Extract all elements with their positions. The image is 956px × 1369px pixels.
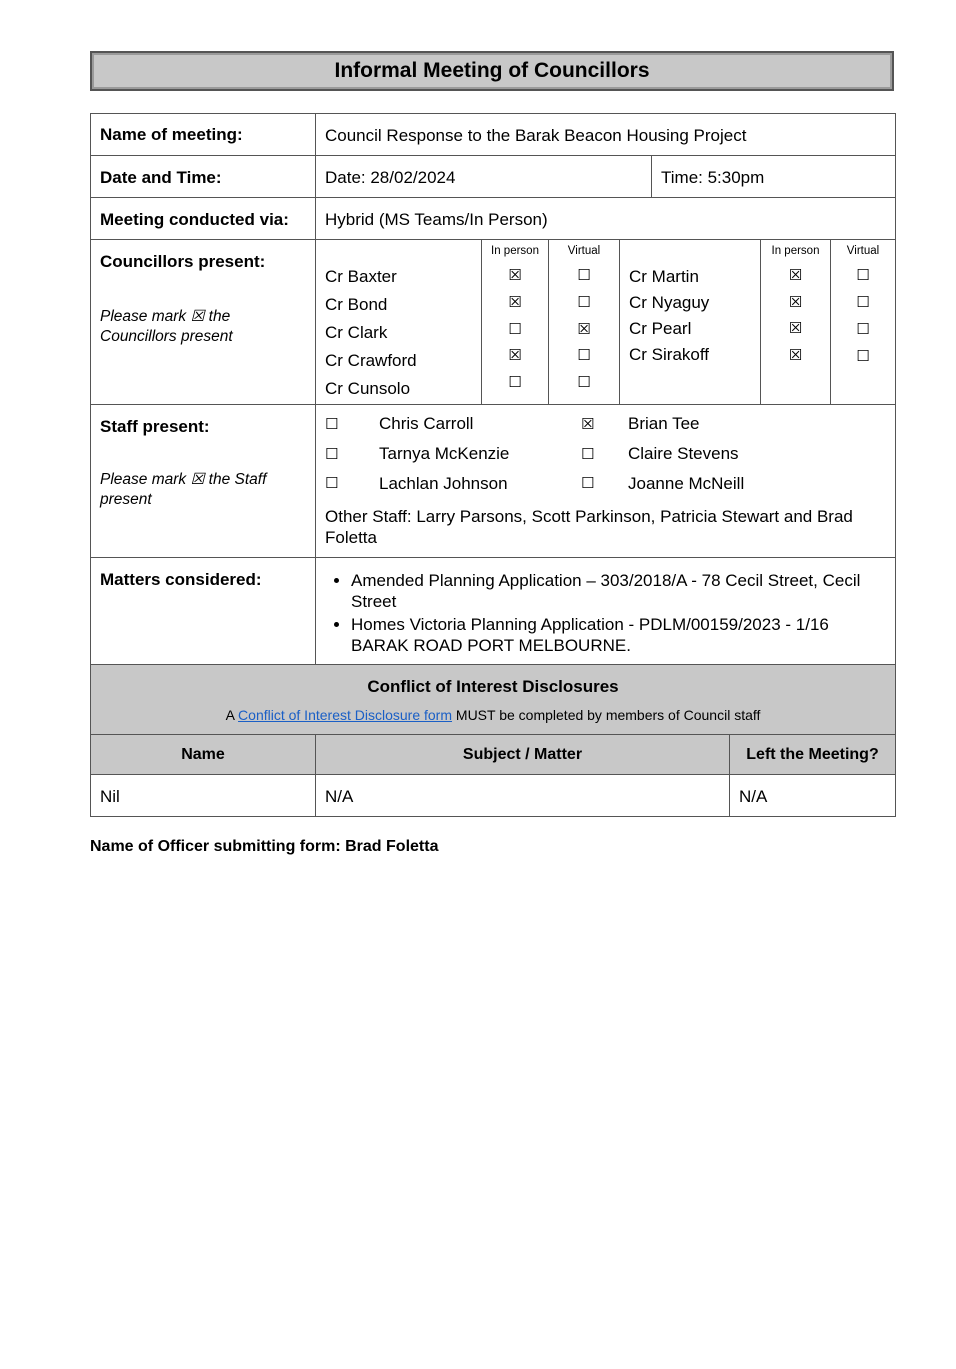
staff-present-note: Please mark ☒ the Staff present bbox=[100, 471, 267, 508]
virtual-checkbox[interactable]: ☐ bbox=[856, 293, 870, 311]
virtual-header-left: Virtual bbox=[567, 245, 601, 257]
conflict-note bbox=[91, 707, 895, 723]
staff-checkbox[interactable]: ☐ bbox=[325, 415, 339, 433]
conflict-row-subject: N/A bbox=[325, 787, 354, 806]
councillors-present-note: Please mark ☒ the Councillors present bbox=[100, 308, 233, 345]
in-person-checkbox[interactable]: ☒ bbox=[788, 266, 803, 284]
councillor-name: Cr Bond bbox=[325, 295, 388, 314]
councillor-name: Cr Cunsolo bbox=[325, 379, 411, 398]
matters-list bbox=[325, 570, 887, 658]
in-person-checkbox[interactable]: ☒ bbox=[508, 346, 522, 364]
in-person-checkbox[interactable]: ☐ bbox=[508, 320, 522, 338]
conflict-heading-bg bbox=[91, 665, 895, 735]
time-value: Time: 5:30pm bbox=[661, 168, 765, 187]
staff-name: Joanne McNeill bbox=[628, 474, 745, 493]
meeting-name-label: Name of meeting: bbox=[100, 125, 243, 144]
col-header-left-meeting: Left the Meeting? bbox=[746, 746, 879, 763]
officer-submitting: Name of Officer submitting form: Brad Foletta bbox=[90, 838, 439, 855]
virtual-checkbox[interactable]: ☐ bbox=[577, 373, 591, 391]
conflict-row-name: Nil bbox=[100, 787, 120, 806]
councillors-present-label: Councillors present: bbox=[100, 252, 266, 271]
in-person-checkbox[interactable]: ☒ bbox=[788, 319, 803, 337]
in-person-checkbox[interactable]: ☒ bbox=[508, 266, 522, 284]
matter-item: • Homes Victoria Planning Application - PDLM/00159/2023 - 1/16 BARAK ROAD PORT MELBOURNE. bbox=[351, 614, 887, 656]
conflict-note-suffix: MUST be completed by members of Council staff bbox=[455, 707, 761, 723]
staff-name: Claire Stevens bbox=[628, 444, 739, 463]
date-value: Date: 28/02/2024 bbox=[325, 168, 456, 187]
page-title: Informal Meeting of Councillors bbox=[90, 51, 894, 91]
virtual-checkbox[interactable]: ☐ bbox=[856, 320, 870, 338]
in-person-header-left: In person bbox=[491, 245, 539, 257]
staff-checkbox[interactable]: ☐ bbox=[581, 445, 595, 463]
virtual-checkbox[interactable]: ☐ bbox=[577, 293, 591, 311]
staff-checkbox[interactable]: ☐ bbox=[581, 474, 595, 492]
councillor-name: Cr Nyaguy bbox=[629, 293, 710, 312]
conducted-via-label: Meeting conducted via: bbox=[100, 210, 289, 229]
matters-considered-label: Matters considered: bbox=[100, 570, 262, 589]
councillor-name: Cr Sirakoff bbox=[629, 345, 709, 364]
staff-present-label: Staff present: bbox=[100, 417, 210, 436]
staff-name: Chris Carroll bbox=[379, 414, 474, 433]
virtual-checkbox[interactable]: ☐ bbox=[856, 266, 870, 284]
meeting-name-value: Council Response to the Barak Beacon Housing Project bbox=[325, 126, 747, 145]
conflict-heading: Conflict of Interest Disclosures bbox=[367, 677, 619, 696]
in-person-header-right: In person bbox=[771, 245, 820, 257]
date-time-label: Date and Time: bbox=[100, 168, 222, 187]
other-staff: Other Staff: Larry Parsons, Scott Parkinson, Patricia Stewart and Brad Foletta bbox=[325, 507, 853, 547]
in-person-checkbox[interactable]: ☒ bbox=[788, 293, 803, 311]
staff-checkbox[interactable]: ☒ bbox=[581, 415, 595, 433]
virtual-checkbox[interactable]: ☐ bbox=[856, 347, 870, 365]
councillor-name: Cr Martin bbox=[629, 267, 699, 286]
councillor-name: Cr Pearl bbox=[629, 319, 692, 338]
col-header-subject: Subject / Matter bbox=[462, 746, 583, 763]
conflict-note-prefix: A bbox=[225, 707, 235, 723]
matter-item: • Amended Planning Application – 303/2018/A - 78 Cecil Street, Cecil Street bbox=[351, 570, 887, 612]
staff-checkbox[interactable]: ☐ bbox=[325, 474, 339, 492]
in-person-checkbox[interactable]: ☐ bbox=[508, 373, 522, 391]
in-person-checkbox[interactable]: ☒ bbox=[788, 346, 803, 364]
staff-checkbox[interactable]: ☐ bbox=[325, 445, 339, 463]
conflict-row-left: N/A bbox=[739, 787, 768, 806]
staff-name: Lachlan Johnson bbox=[379, 474, 508, 493]
virtual-header-right: Virtual bbox=[846, 245, 880, 257]
staff-name: Brian Tee bbox=[628, 414, 700, 433]
councillor-name: Cr Baxter bbox=[325, 267, 397, 286]
staff-name: Tarnya McKenzie bbox=[379, 444, 510, 463]
in-person-checkbox[interactable]: ☒ bbox=[508, 293, 522, 311]
virtual-checkbox[interactable]: ☐ bbox=[577, 266, 591, 284]
conflict-form-link[interactable]: Conflict of Interest Disclosure form bbox=[238, 707, 453, 723]
councillor-name: Cr Crawford bbox=[325, 351, 417, 370]
councillor-name: Cr Clark bbox=[325, 323, 388, 342]
conducted-via-value: Hybrid (MS Teams/In Person) bbox=[325, 210, 548, 229]
col-header-name: Name bbox=[181, 746, 225, 763]
virtual-checkbox[interactable]: ☐ bbox=[577, 346, 591, 364]
virtual-checkbox[interactable]: ☒ bbox=[577, 320, 591, 338]
